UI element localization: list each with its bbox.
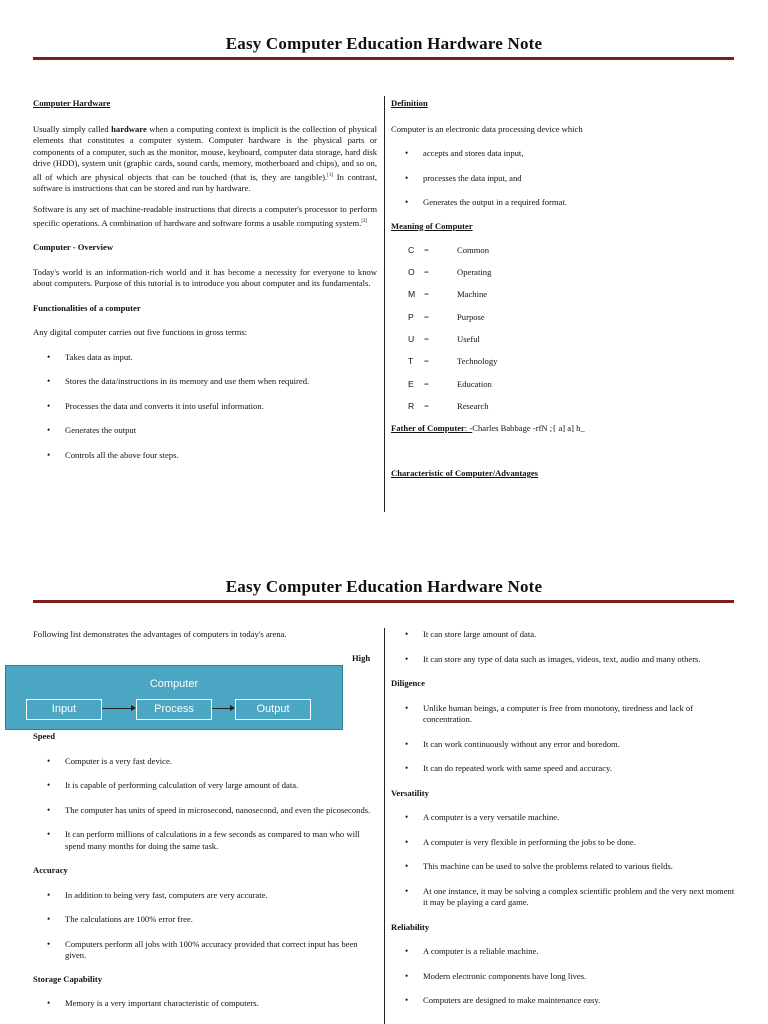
list-item: • Computers are designed to make maintenance easy. xyxy=(391,995,736,1007)
list-item: • The calculations are 100% error free. xyxy=(33,914,377,926)
equals-sign: = xyxy=(424,267,429,277)
acronym-letter: T xyxy=(408,356,414,366)
equals-sign: = xyxy=(424,245,429,255)
acronym-word: Research xyxy=(457,401,489,411)
list-item: • accepts and stores data input, xyxy=(391,148,736,160)
definition-paragraph: Computer is an electronic data processing device which xyxy=(391,123,583,134)
right-column xyxy=(391,98,736,232)
functions-list xyxy=(33,352,377,462)
list-item: • Processes the data and converts it into useful information. xyxy=(33,401,377,413)
list-item: • Modern electronic components have long lives. xyxy=(391,971,736,983)
intro-line xyxy=(33,629,377,641)
list-item: • At one instance, it may be solving a complex scientific problem and the very next moment it may be playing a card game. xyxy=(391,886,736,909)
equals-sign: = xyxy=(424,401,429,411)
speed-list xyxy=(33,756,377,853)
list-item: • Unlike human beings, a computer is free from monotony, tiredness and lack of concentration. xyxy=(391,703,736,726)
list-item: • A computer is a very versatile machine. xyxy=(391,812,736,824)
column-divider xyxy=(384,96,385,512)
title-rule xyxy=(33,57,734,60)
equals-sign: = xyxy=(424,334,429,344)
section-heading-accuracy: Accuracy xyxy=(33,865,68,875)
section-heading-diligence: Diligence xyxy=(391,678,425,688)
list-item: • Generates the output in a required format. xyxy=(391,197,736,209)
acronym-letter: E xyxy=(408,379,414,389)
list-item: • A computer is very flexible in performing the jobs to be done. xyxy=(391,837,736,849)
process-box: Process xyxy=(136,699,212,720)
meaning-table xyxy=(391,245,591,425)
equals-sign: = xyxy=(424,356,429,366)
title-rule xyxy=(33,600,734,603)
acronym-word: Education xyxy=(457,379,492,389)
citation: [1] xyxy=(327,172,334,178)
list-item: • Takes data as input. xyxy=(33,352,377,364)
left-column xyxy=(33,731,377,1010)
equals-sign: = xyxy=(424,379,429,389)
acronym-letter: M xyxy=(408,289,416,299)
text-span: when a computing context is implicit is the collection of physical elements that constitutes a computer system. Computer hardware is the physical parts or components of a computer, such as the monitor, mouse, keyboard, computer data storage, hard disk drive (HDD), system unit (graphic cards, sound cards, memory, motherboard and chips), and so on, all of which are physical objects that can be touched (that is, they are tangible). xyxy=(33,123,378,182)
acronym-word: Useful xyxy=(457,334,480,344)
list-item: • Generates the output xyxy=(33,425,377,437)
list-item: • It can store large amount of data. xyxy=(391,629,736,641)
text-span: Software is any set of machine-readable instructions that directs a computer's processor to perform specific operations. A combination of hardware and software forms a usable computing system. xyxy=(33,204,377,228)
arrow-icon xyxy=(212,708,234,709)
section-heading-versatility: Versatility xyxy=(391,787,429,798)
section-heading-reliability: Reliability xyxy=(391,921,430,932)
arrow-icon xyxy=(102,708,135,709)
list-item: • Computer is a very fast device. xyxy=(33,756,377,768)
section-heading-overview: Computer - Overview xyxy=(33,242,114,253)
list-item: • Controls all the above four steps. xyxy=(33,450,377,462)
list-item: • Computers perform all jobs with 100% accuracy provided that correct input has been given. xyxy=(33,939,377,962)
list-item: • It can perform millions of calculations in a few seconds as compared to man who will spend many months for doing the same task. xyxy=(33,829,377,852)
acronym-word: Technology xyxy=(457,356,498,366)
acronym-word: Common xyxy=(457,245,489,255)
section-heading-characteristics: Characteristic of Computer/Advantages xyxy=(391,468,539,478)
hardware-paragraph xyxy=(33,124,377,195)
list-item: • Memory is a very important characteristic of computers. xyxy=(33,998,377,1010)
father-colon: : - xyxy=(464,423,473,433)
list-item: • A computer is a reliable machine. xyxy=(391,946,736,958)
accuracy-list xyxy=(33,890,377,962)
citation: [2] xyxy=(361,218,368,224)
high-label-wrap xyxy=(352,653,370,665)
diligence-list xyxy=(391,703,736,775)
software-paragraph xyxy=(33,204,377,229)
reliability-list xyxy=(391,946,736,1007)
list-item: • It can store any type of data such as images, videos, text, audio and many others. xyxy=(391,654,736,666)
input-box: Input xyxy=(26,699,102,720)
equals-sign: = xyxy=(424,289,429,299)
versatility-list xyxy=(391,812,736,909)
section-heading-meaning: Meaning of Computer xyxy=(391,220,473,231)
acronym-letter: C xyxy=(408,245,415,255)
left-column xyxy=(33,98,377,461)
storage-list xyxy=(33,998,377,1010)
acronym-word: Operating xyxy=(457,267,492,277)
father-line xyxy=(391,423,736,435)
list-item: • It can do repeated work with same speed and accuracy. xyxy=(391,763,736,775)
section-heading-hardware: Computer Hardware xyxy=(33,98,111,108)
list-item: • This machine can be used to solve the problems related to various fields. xyxy=(391,861,736,873)
acronym-letter: U xyxy=(408,334,415,344)
computer-diagram xyxy=(5,665,343,730)
acronym-letter: R xyxy=(408,401,415,411)
list-item: • It is capable of performing calculation of very large amount of data. xyxy=(33,780,377,792)
list-item: • processes the data input, and xyxy=(391,173,736,185)
acronym-word: Purpose xyxy=(457,312,485,322)
list-item: • In addition to being very fast, computers are very accurate. xyxy=(33,890,377,902)
column-divider xyxy=(384,628,385,1024)
definition-list xyxy=(391,148,736,209)
acronym-letter: O xyxy=(408,267,415,277)
acronym-letter: P xyxy=(408,312,414,322)
list-item: • Stores the data/instructions in its memory and use them when required. xyxy=(33,376,377,388)
section-heading-storage: Storage Capability xyxy=(33,973,102,984)
equals-sign: = xyxy=(424,312,429,322)
output-box: Output xyxy=(235,699,311,720)
section-heading-functionalities: Functionalities of a computer xyxy=(33,302,141,313)
characteristics-heading-wrap xyxy=(391,468,736,480)
diagram-title: Computer xyxy=(149,678,199,690)
intro-paragraph: Following list demonstrates the advantages of computers in today's arena. xyxy=(33,629,287,639)
page-title: Easy Computer Education Hardware Note xyxy=(225,577,543,596)
section-heading-speed: Speed xyxy=(33,731,55,741)
bold-term: hardware xyxy=(111,123,147,134)
acronym-word: Machine xyxy=(457,289,488,299)
father-label: Father of Computer xyxy=(391,423,465,433)
list-item: • It can work continuously without any error and boredom. xyxy=(391,739,736,751)
text-span: In contrast, software is instructions that can be stored and run by hardware. xyxy=(33,171,377,193)
overview-paragraph: Today's world is an information-rich world and it has become a necessity for everyone to know about computers. Purpose of this tutorial is to introduce you about computer and its fundamentals. xyxy=(33,266,377,289)
storage-list-continued xyxy=(391,629,736,665)
list-item: • The computer has units of speed in microsecond, nanosecond, and even the picoseconds. xyxy=(33,805,377,817)
section-heading-definition: Definition xyxy=(391,98,428,108)
page-title: Easy Computer Education Hardware Note xyxy=(225,34,543,53)
right-column xyxy=(391,629,736,1007)
text-span: Usually simply called xyxy=(33,123,112,134)
functionalities-intro: Any digital computer carries out five functions in gross terms: xyxy=(33,327,248,338)
high-label: High xyxy=(352,653,371,663)
father-of-computer xyxy=(391,423,736,435)
father-value: Charles Babbage -rfN ;{ a] a] h_ xyxy=(472,423,585,433)
